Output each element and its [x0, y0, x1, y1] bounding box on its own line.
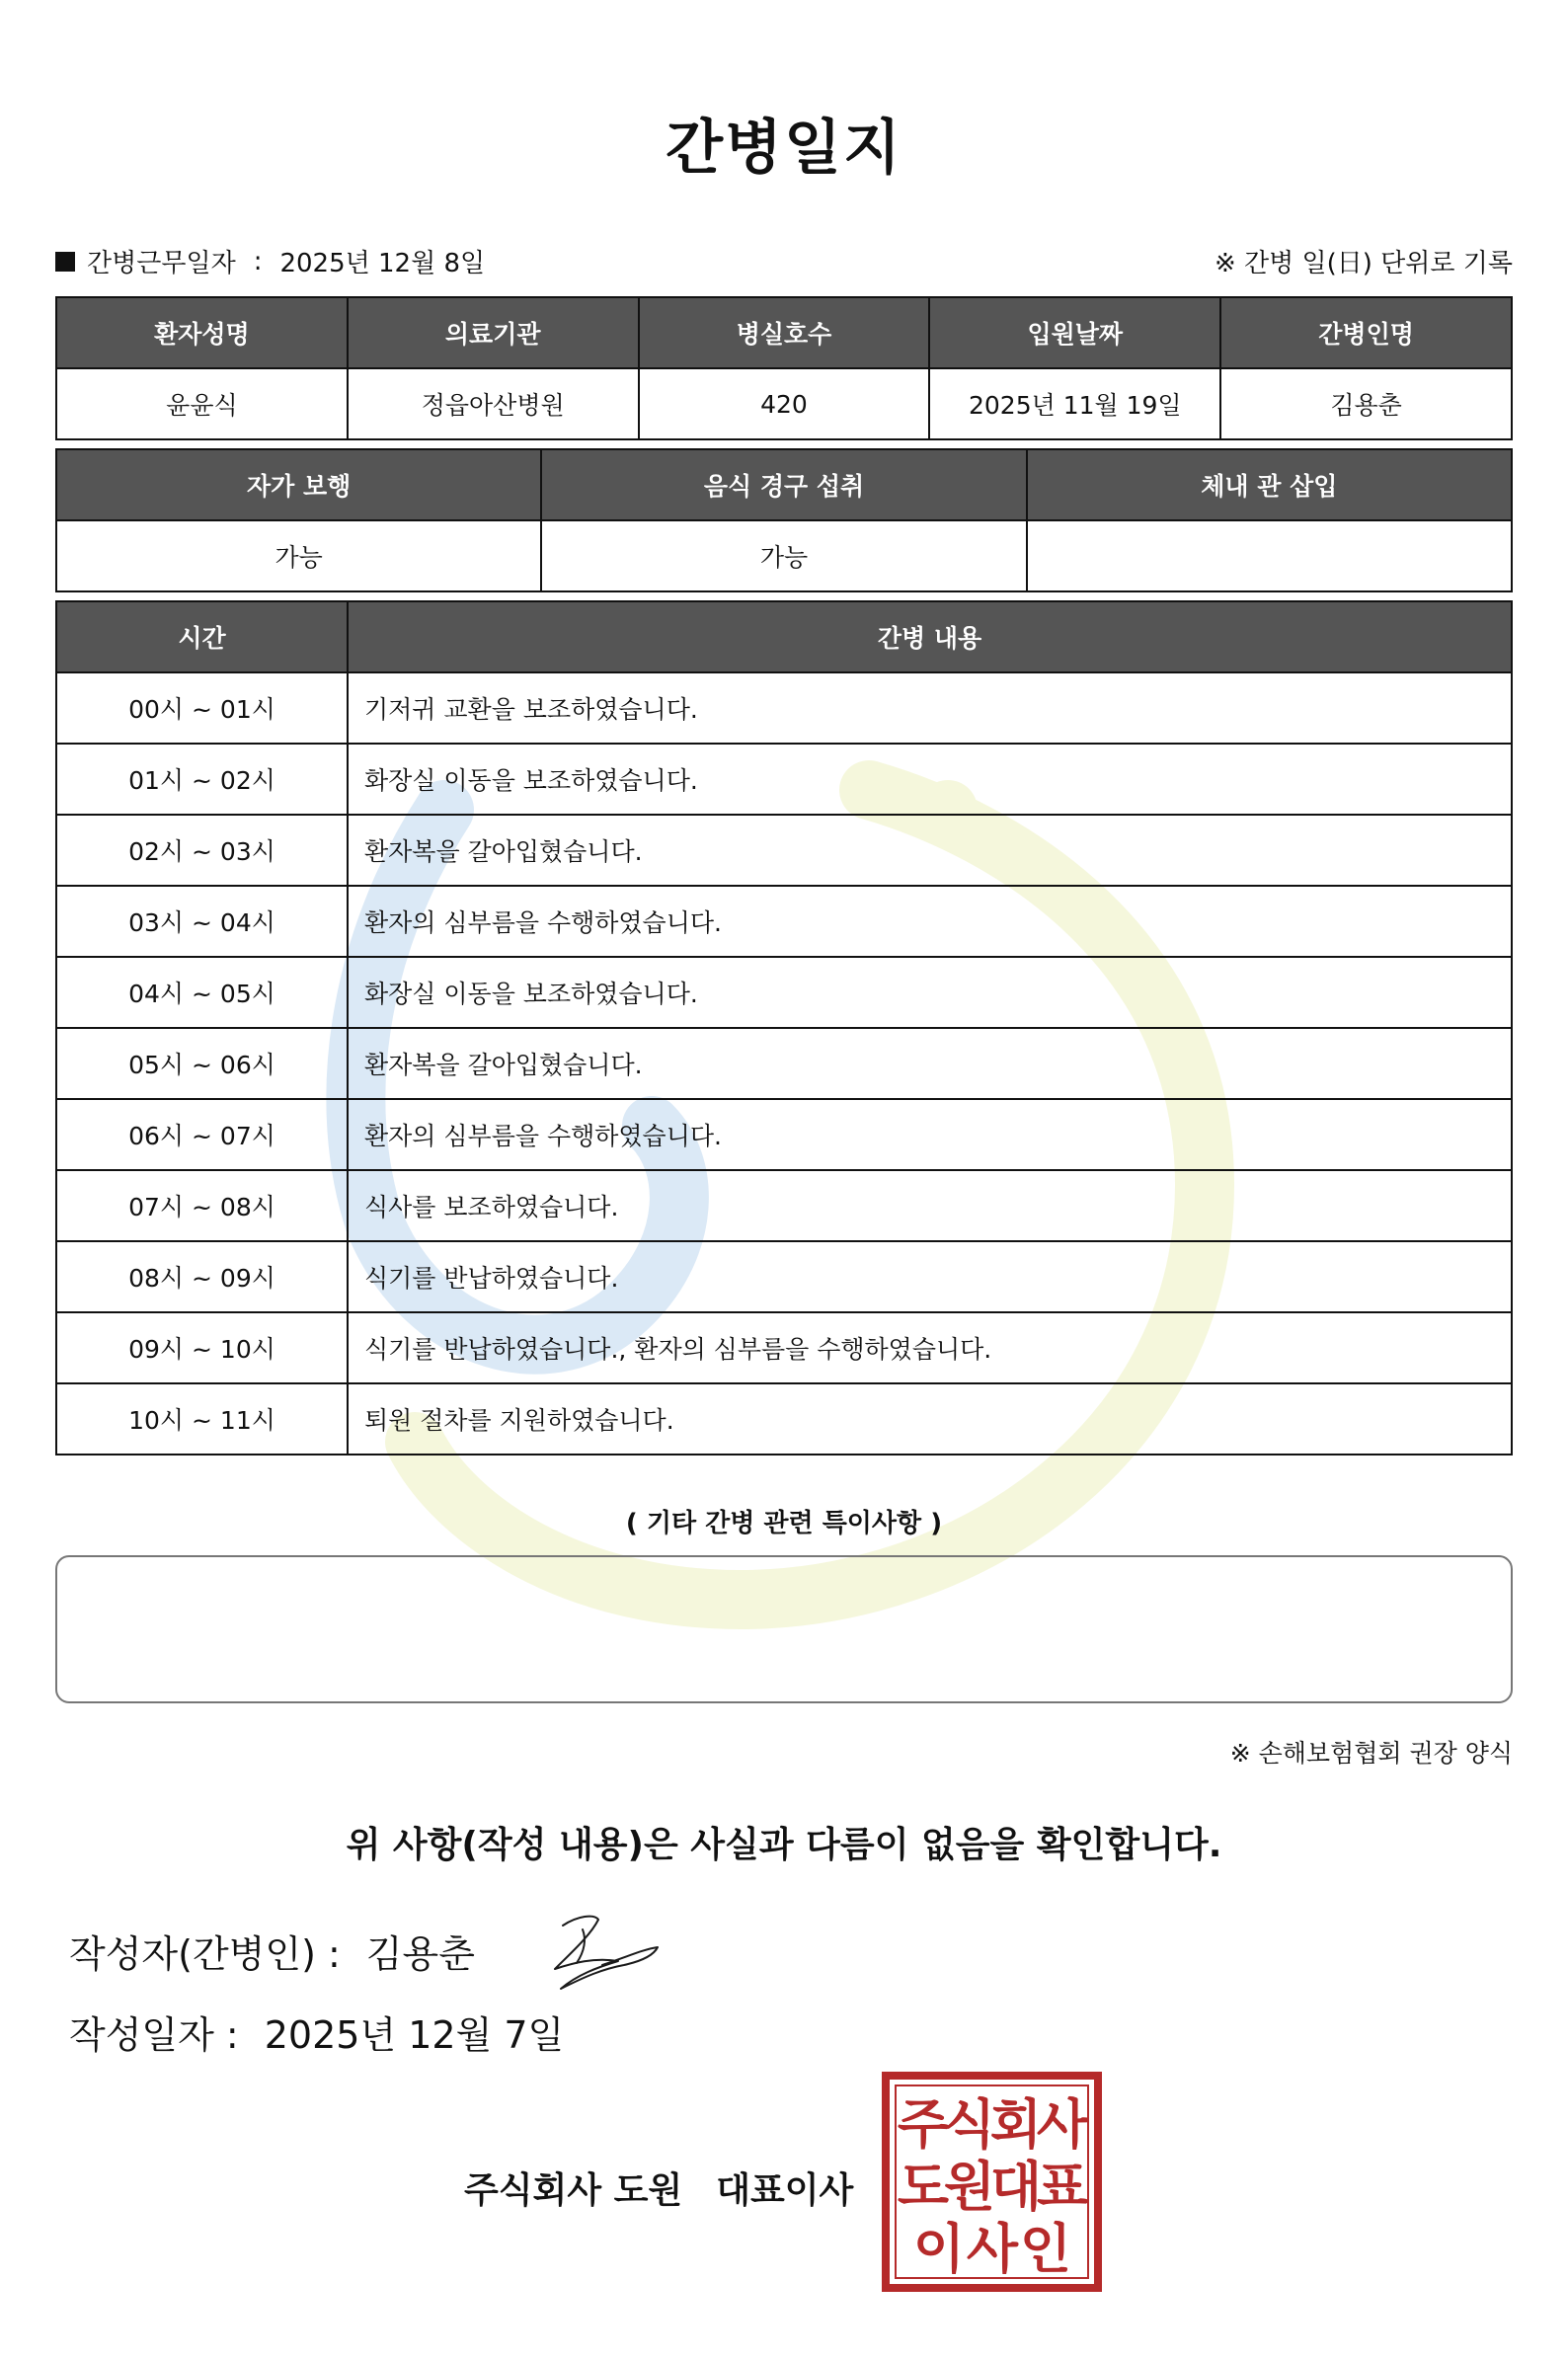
header-tube-insertion: 체내 관 삽입 [1027, 449, 1512, 520]
log-time: 07시 ~ 08시 [56, 1170, 348, 1241]
table-row [56, 1170, 1512, 1241]
svg-text:도: 도 [897, 2156, 950, 2218]
self-walking-value: 가능 [56, 520, 541, 591]
written-date-value: 2025년 12월 7일 [264, 2013, 565, 2057]
status-value-row [56, 520, 1512, 591]
square-bullet-icon [55, 252, 75, 272]
tube-insertion-value [1027, 520, 1512, 591]
log-content: 화장실 이동을 보조하였습니다. [348, 957, 1512, 1028]
svg-text:주: 주 [897, 2093, 950, 2156]
company-signature-line [464, 2163, 853, 2213]
log-content: 식기를 반납하였습니다., 환자의 심부름을 수행하였습니다. [348, 1312, 1512, 1383]
company-name: 주식회사 도원 [464, 2170, 683, 2211]
table-row [56, 1099, 1512, 1170]
log-time: 02시 ~ 03시 [56, 815, 348, 886]
svg-text:원: 원 [943, 2156, 996, 2218]
author-label: 작성자(간병인) : [69, 1932, 341, 1976]
table-row [56, 744, 1512, 815]
table-row [56, 1383, 1512, 1455]
company-representative-title: 대표이사 [716, 2170, 854, 2211]
company-seal [882, 2072, 1102, 2292]
admission-date: 2025년 11월 19일 [929, 368, 1220, 439]
table-row [56, 886, 1512, 957]
log-content: 화장실 이동을 보조하였습니다. [348, 744, 1512, 815]
oral-intake-value: 가능 [541, 520, 1026, 591]
care-log-table [55, 600, 1513, 1455]
meta-row [55, 243, 1513, 282]
log-content: 환자복을 갈아입혔습니다. [348, 815, 1512, 886]
log-time: 00시 ~ 01시 [56, 672, 348, 744]
svg-text:인: 인 [1019, 2218, 1072, 2280]
svg-text:대: 대 [989, 2156, 1043, 2218]
record-note: ※ 간병 일(日) 단위로 기록 [1214, 249, 1513, 278]
patient-info-table [55, 296, 1513, 440]
svg-text:사: 사 [1036, 2093, 1089, 2156]
work-date-label: 간병근무일자 [87, 249, 236, 278]
log-time: 04시 ~ 05시 [56, 957, 348, 1028]
header-patient-name: 환자성명 [56, 297, 348, 368]
hospital-name: 정읍아산병원 [348, 368, 639, 439]
table-row [56, 815, 1512, 886]
svg-text:이: 이 [912, 2218, 966, 2280]
special-notes-box [55, 1555, 1513, 1703]
svg-text:회: 회 [989, 2093, 1043, 2156]
log-time: 10시 ~ 11시 [56, 1383, 348, 1455]
table-row [56, 1241, 1512, 1312]
log-content: 식사를 보조하였습니다. [348, 1170, 1512, 1241]
patient-info-header-row [56, 297, 1512, 368]
log-time: 05시 ~ 06시 [56, 1028, 348, 1099]
header-time: 시간 [56, 601, 348, 672]
log-time: 09시 ~ 10시 [56, 1312, 348, 1383]
svg-text:식: 식 [943, 2093, 996, 2156]
log-time: 06시 ~ 07시 [56, 1099, 348, 1170]
work-date-value: 2025년 12월 8일 [279, 249, 486, 278]
log-content: 환자복을 갈아입혔습니다. [348, 1028, 1512, 1099]
special-notes-title: ( 기타 간병 관련 특이사항 ) [625, 1509, 943, 1538]
header-caregiver-name: 간병인명 [1220, 297, 1512, 368]
header-hospital: 의료기관 [348, 297, 639, 368]
care-log-header-row [56, 601, 1512, 672]
svg-text:사: 사 [966, 2218, 1019, 2280]
caregiver-name: 김용춘 [1220, 368, 1512, 439]
table-row [56, 1312, 1512, 1383]
work-date-separator: : [253, 246, 263, 276]
header-care-content: 간병 내용 [348, 601, 1512, 672]
date-line [69, 2005, 564, 2059]
header-oral-intake: 음식 경구 섭취 [541, 449, 1026, 520]
patient-name: 윤윤식 [56, 368, 348, 439]
header-room-number: 병실호수 [639, 297, 930, 368]
log-content: 환자의 심부름을 수행하였습니다. [348, 1099, 1512, 1170]
log-time: 08시 ~ 09시 [56, 1241, 348, 1312]
patient-info-value-row [56, 368, 1512, 439]
document-title: 간병일지 [666, 114, 902, 183]
log-time: 01시 ~ 02시 [56, 744, 348, 815]
patient-status-table [55, 448, 1513, 592]
header-self-walking: 자가 보행 [56, 449, 541, 520]
log-content: 기저귀 교환을 보조하였습니다. [348, 672, 1512, 744]
work-date-line [55, 243, 485, 279]
table-row [56, 957, 1512, 1028]
confirmation-statement: 위 사항(작성 내용)은 사실과 다름이 없음을 확인합니다. [346, 1825, 1222, 1865]
room-number: 420 [639, 368, 930, 439]
status-header-row [56, 449, 1512, 520]
log-content: 퇴원 절차를 지원하였습니다. [348, 1383, 1512, 1455]
handwritten-signature [533, 1906, 662, 1995]
author-name: 김용춘 [365, 1932, 475, 1976]
log-content: 식기를 반납하였습니다. [348, 1241, 1512, 1312]
table-row [56, 1028, 1512, 1099]
log-time: 03시 ~ 04시 [56, 886, 348, 957]
log-content: 환자의 심부름을 수행하였습니다. [348, 886, 1512, 957]
form-source-note: ※ 손해보험협회 권장 양식 [1229, 1739, 1513, 1768]
header-admission-date: 입원날짜 [929, 297, 1220, 368]
author-line [69, 1924, 475, 1978]
svg-text:표: 표 [1036, 2156, 1089, 2218]
written-date-label: 작성일자 : [69, 2013, 239, 2057]
table-row [56, 672, 1512, 744]
